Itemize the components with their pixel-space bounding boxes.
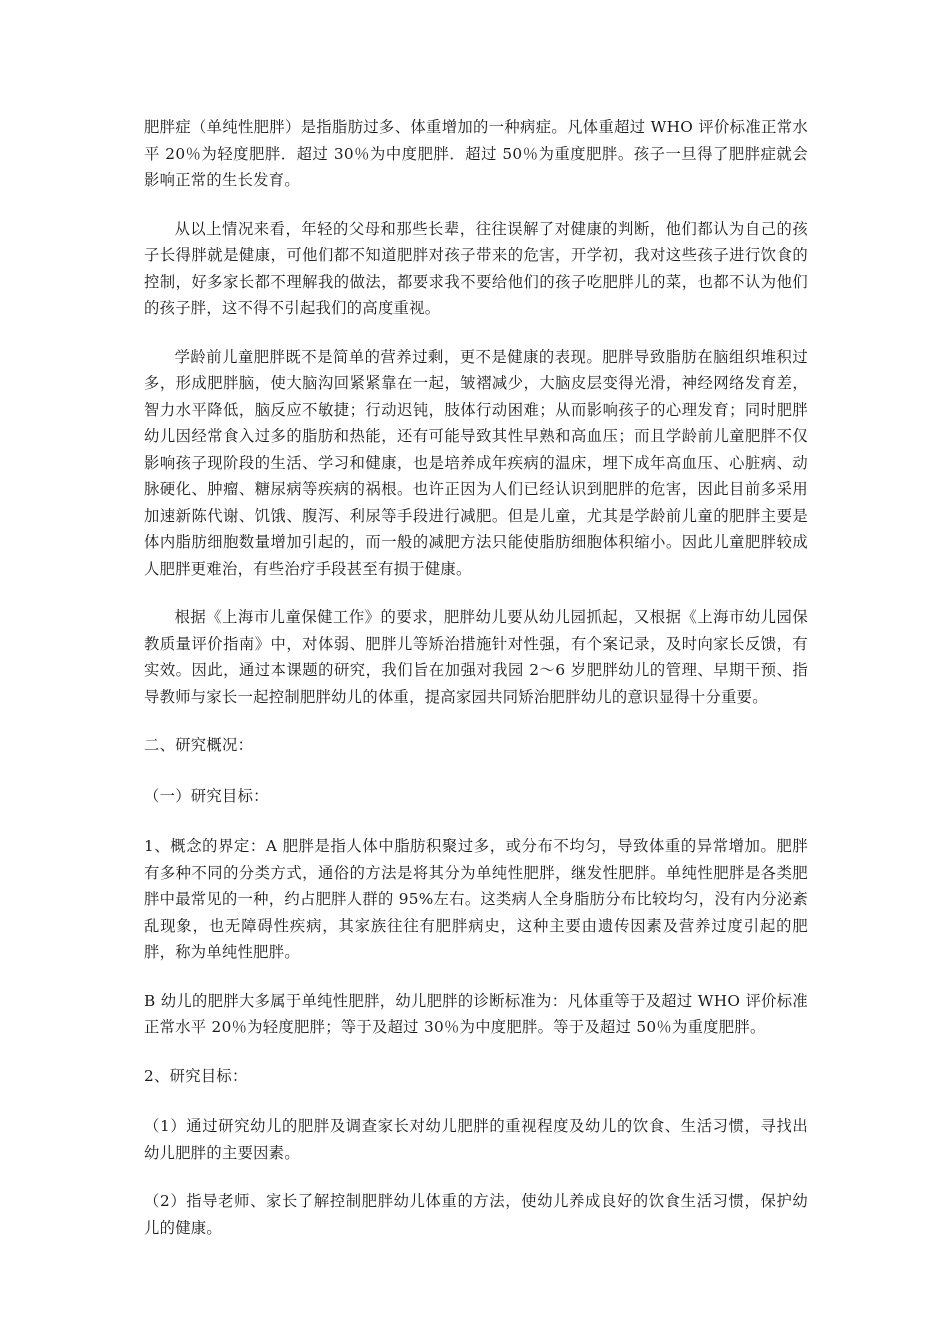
paragraph-concept-definition: 1、概念的界定：A 肥胖是指人体中脂肪积聚过多，或分布不均匀，导致体重的异常增加。肥胖有多种不同的分类方式，通俗的方法是将其分为单纯性肥胖，继发性肥胖。单纯性肥胖是各类肥胖中最常见的一种，约占肥胖人群的 95%左右。这类病人全身脂肪分布比较均匀，没有内分泌紊乱现象，也无障碍性疾病，其家族往往有肥胖病史，这种主要由遗传因素及营养过度引起的肥胖，称为单纯性肥胖。 <box>144 837 808 961</box>
heading-research-goals: 2、研究目标： <box>144 1066 248 1085</box>
document-body <box>144 114 808 1263</box>
subsection-heading-goals: （一）研究目标： <box>144 786 269 805</box>
paragraph-diagnosis-standard: B 幼儿的肥胖大多属于单纯性肥胖，幼儿肥胖的诊断标准为：凡体重等于及超过 WHO 评价标准正常水平 20％为轻度肥胖；等于及超过 30％为中度肥胖。等于及超过 50％为重度肥胖。 <box>144 991 808 1036</box>
section-heading-overview: 二、研究概况： <box>144 736 254 754</box>
paragraph-obesity-definition: 肥胖症（单纯性肥胖）是指脂肪过多、体重增加的一种病症。凡体重超过 WHO 评价标准正常水平 20％为轻度肥胖．超过 30％为中度肥胖．超过 50％为重度肥胖。孩子一旦得了肥胖症就会影响正常的生长发育。 <box>144 118 808 189</box>
paragraph-research-basis: 根据《上海市儿童保健工作》的要求，肥胖幼儿要从幼儿园抓起，又根据《上海市幼儿园保教质量评价指南》中，对体弱、肥胖儿等矫治措施针对性强，有个案记录，及时向家长反馈，有实效。因此，通过本课题的研究，我们旨在加强对我园 2～6 岁肥胖幼儿的管理、早期干预、指导教师与家长一起控制肥胖幼儿的体重，提高家园共同矫治肥胖幼儿的意识显得十分重要。 <box>144 608 808 706</box>
goal-item-2: （2）指导老师、家长了解控制肥胖幼儿体重的方法，使幼儿养成良好的饮食生活习惯，保护幼儿的健康。 <box>144 1192 808 1237</box>
goal-item-1: （1）通过研究幼儿的肥胖及调查家长对幼儿肥胖的重视程度及幼儿的饮食、生活习惯，寻找出幼儿肥胖的主要因素。 <box>144 1117 808 1162</box>
paragraph-parent-misconception: 从以上情况来看，年轻的父母和那些长辈，往往误解了对健康的判断，他们都认为自己的孩子长得胖就是健康，可他们都不知道肥胖对孩子带来的危害，开学初，我对这些孩子进行饮食的控制，好多家长都不理解我的做法，都要求我不要给他们的孩子吃肥胖儿的菜，也都不认为他们的孩子胖，这不得不引起我们的高度重视。 <box>144 219 808 317</box>
paragraph-obesity-harm: 学龄前儿童肥胖既不是简单的营养过剩，更不是健康的表现。肥胖导致脂肪在脑组织堆积过多，形成肥胖脑，使大脑沟回紧紧靠在一起，皱褶减少，大脑皮层变得光滑，神经网络发育差，智力水平降低，脑反应不敏捷；行动迟钝，肢体行动困难；从而影响孩子的心理发育；同时肥胖幼儿因经常食入过多的脂肪和热能，还有可能导致其性早熟和高血压；而且学龄前儿童肥胖不仅影响孩子现阶段的生活、学习和健康，也是培养成年疾病的温床，埋下成年高血压、心脏病、动脉硬化、肿瘤、糖尿病等疾病的祸根。也许正因为人们已经认识到肥胖的危害，因此目前多采用加速新陈代谢、饥饿、腹泻、利尿等手段进行减肥。但是儿童，尤其是学龄前儿童的肥胖主要是体内脂肪细胞数量增加引起的，而一般的减肥方法只能使脂肪细胞体积缩小。因此儿童肥胖较成人肥胖更难治，有些治疗手段甚至有损于健康。 <box>144 347 808 578</box>
